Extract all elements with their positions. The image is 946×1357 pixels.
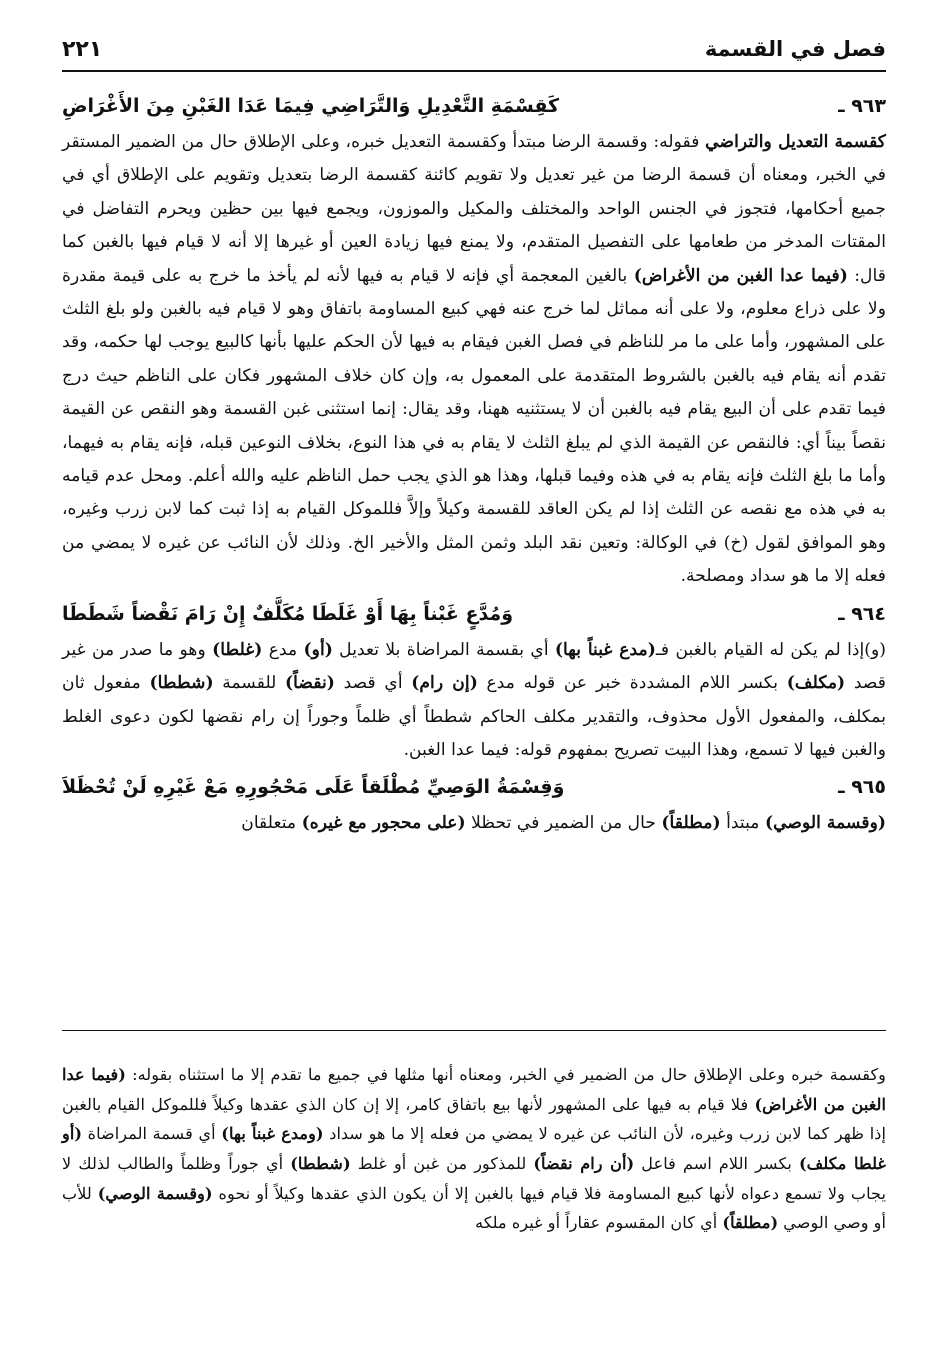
- footnote-text: فلا قيام به فيها على المشهور لأنها بيع باتفاق كامر، إلا إن كان الذي عقدها وكيلاً فللموكل القيام بالغبن إذا ظهر كما لابن زرب وغيره، لأن النائب عن غيره لا يمضي من فعله إلا ما هو سداد: [62, 1094, 886, 1144]
- quoted-phrase: (أو غلطا مكلف): [62, 1124, 886, 1173]
- verse-965: [62, 767, 886, 807]
- quoted-phrase: (مطلقاً): [661, 813, 721, 834]
- footnote-text: للأب أو وصي الوصي: [62, 1183, 886, 1233]
- footnote-text: وكقسمة خبره وعلى الإطلاق حال من الضمير في الخبر، ومعناه أنها مثلها في جميع ما تقدم إلا ما استثناه بقوله:: [125, 1065, 886, 1085]
- chapter-title: فصل في القسمة: [704, 37, 886, 61]
- quoted-phrase: (أن رام نقضاً): [533, 1153, 635, 1173]
- quoted-phrase: (ومدع غبناً بها): [221, 1124, 324, 1144]
- commentary-text: مفعول ثان بمكلف، والمفعول الأول محذوف، والتقدير مكلف الحاكم شططاً أي ظلماً وجوراً إن رام نقضها لكون دعوى الغلط والغبن فيها لا تسمع، وهذا البيت تصريح بمفهوم قوله: فيما عدا الغبن.: [62, 673, 886, 760]
- main-content: [62, 86, 886, 841]
- verse-number: ٩٦٤ ـ: [838, 602, 886, 625]
- commentary-text: أي قصد: [334, 673, 412, 694]
- quoted-phrase: (فيما عدا الغبن من الأغراض): [62, 1065, 886, 1114]
- footnote-text: للمذكور من غبن أو غلط: [350, 1153, 534, 1173]
- quoted-phrase: (مدع غبناً بها): [554, 639, 656, 660]
- quoted-phrase: (شططا): [290, 1153, 351, 1173]
- quoted-phrase: (وقسمة الوصي): [764, 813, 886, 834]
- quoted-phrase: (إن رام): [411, 673, 478, 694]
- verse-text: كَقِسْمَةِ التَّعْدِيلِ وَالتَّرَاضِي فِيمَا عَدَا الغَبْنِ مِنَ الأَغْرَاضِ: [62, 95, 560, 117]
- page-number: ٢٢١: [62, 36, 103, 62]
- quoted-phrase: (على محجور مع غيره): [301, 813, 466, 834]
- verse-number: ٩٦٥ ـ: [838, 776, 886, 799]
- commentary-text: متعلقان: [241, 813, 302, 834]
- quoted-phrase: (أو): [303, 639, 333, 660]
- quoted-phrase: (مطلقاً): [722, 1213, 779, 1233]
- quoted-phrase: (نقضاً): [285, 673, 335, 694]
- commentary-text: مبتدأ: [720, 813, 765, 834]
- footnote-text: أي جوراً وظلماً والطالب لذلك لا يجاب ولا تسمع دعواه لأنها كبيع المساومة فلا قيام فيها بالغبن إلا أن يكون الذي عقدها وكيلاً أو نحوه: [62, 1153, 886, 1203]
- commentary-963: [62, 126, 886, 594]
- commentary-text: بكسر اللام المشددة خبر عن قوله مدع: [477, 673, 787, 694]
- verse-964: [62, 594, 886, 634]
- commentary-text: أي بقسمة المراضاة بلا تعديل: [332, 639, 555, 660]
- footnote-text: أي قسمة المراضاة: [81, 1124, 222, 1144]
- verse-text: وَمُدَّعٍ غَبْناً بِهَا أَوْ غَلَطَا مُكَلَّفٌ إِنْ رَامَ نَقْضاً شَطَطَا: [62, 602, 513, 625]
- commentary-text: مدع: [262, 639, 304, 660]
- quoted-phrase: (وقسمة الوصي): [97, 1183, 213, 1203]
- commentary-text: بالغين المعجمة أي فإنه لا قيام به فيها لأنه لم يأخذ ما خرج به على قيمة مقدرة ولا على ذراع معلوم، ولا على أنه مماثل لما خرج عنه فهي كبيع المساومة باتفاق وهو لا قيام فيه بالغبن ولو بلغ الثلث على المشهور، وأما على ما مر للناظم في فصل الغبن فيقام به فيها لأن الحكم عليها بأنها كالبيع يوجب لها حكمه، وقد تقدم أنه يقام فيه بالغبن بالشروط المتقدمة على المعمول به، وإن كان خلاف المشهور فكان على الناظم حيث درج فيما تقدم على أن البيع يقام فيه بالغبن أن لا يستثنيه ههنا، وقد يقال: إنما استثنى غبن القسمة وهو النقص عن القيمة نقصاً بيناً أي: فالنقص عن القيمة الذي لم يبلغ الثلث لا يقام به في هذا النوع، بخلاف النوعين قبله، فإنه يقام به فيهما، وأما ما بلغ الثلث فإنه يقام به في هذه وفيما قبلها، وهذا هو الذي يجب حمل الناظم عليه والله أعلم. ومحل عدم قيامه به في هذه مع نقصه عن الثلث إذا لم يكن العاقد للقسمة وكيلاً وإلاَّ فللموكل القيام به إذا ثبت كما لابن زرب وغيره، وهو الموافق لقول (خ) في الوكالة: وتعين نقد البلد وثمن المثل والأخير الخ. وذلك لأن النائب عن غيره لا يمضي من فعله إلا ما هو سداد ومصلحة.: [62, 265, 886, 587]
- commentary-text: حال من الضمير في تحظلا: [465, 813, 662, 834]
- commentary-text: للقسمة: [213, 673, 286, 694]
- commentary-text: وهو ما صدر من غير قصد: [62, 639, 886, 694]
- quoted-phrase: (مكلف): [786, 673, 846, 694]
- footnote-text: بكسر اللام اسم فاعل: [634, 1153, 799, 1173]
- commentary-text: فقوله: وقسمة الرضا مبتدأ وكقسمة التعديل خبره، وعلى الإطلاق حال من الضمير المستقر في الخبر، ومعناه أن قسمة الرضا من غير تعديل ولا تقويم كائنة كقسمة الرضا بتعديل وتقويم على الإطلاق أي في جميع أحكامها، فتجوز في الجنس الواحد والمختلف والمكيل والموزون، ويجمع فيها بين حظين ويحرم التفاضل في المقتات المدخر من طعامها على التفصيل المتقدم، ولا يمنع فيها زيادة العين أو غيرها إلا أنه لا قيام فيها بالغبن كما قال:: [62, 132, 886, 286]
- footnote-text: أي كان المقسوم عقاراً أو غيره ملكه: [475, 1213, 723, 1233]
- verse-number: ٩٦٣ ـ: [838, 95, 886, 117]
- quoted-phrase: (غلطا): [212, 639, 263, 660]
- quoted-phrase: (فيما عدا الغبن من الأغراض): [633, 265, 848, 286]
- footnote: [62, 1060, 886, 1238]
- page-header: [62, 28, 886, 72]
- commentary-964: [62, 634, 886, 768]
- quoted-phrase: كقسمة التعديل والتراضي: [705, 132, 886, 152]
- verse-text: وَقِسْمَةُ الوَصِيِّ مُطْلَقاً عَلَى مَحْجُورِهِ مَعْ غَيْرِهِ لَنْ تُحْظَلاَ: [62, 776, 565, 799]
- quoted-phrase: (شططا): [149, 673, 214, 694]
- commentary-965: [62, 807, 886, 840]
- footnote-divider: [62, 1030, 886, 1031]
- verse-963: [62, 86, 886, 126]
- commentary-text: (و)إذا لم يكن له القيام بالغبن فـ: [655, 639, 886, 660]
